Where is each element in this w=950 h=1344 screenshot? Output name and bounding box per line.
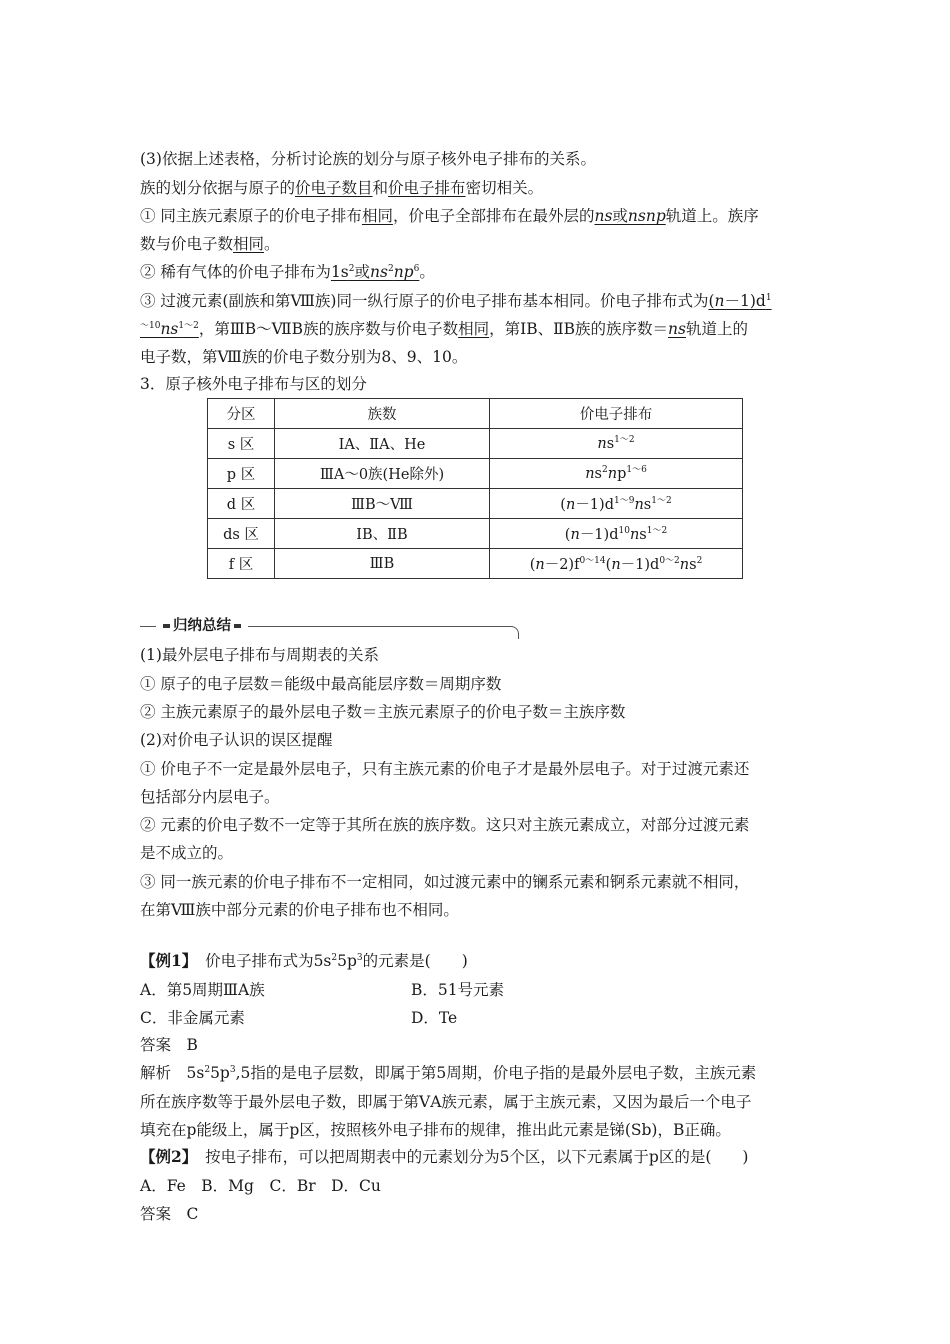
summary-line: 包括部分内层电子。 [140, 788, 280, 806]
table-row [208, 429, 743, 459]
answer-blank: ns或nsnp [594, 207, 666, 225]
example1-question: 【例1】 价电子排布式为$5s^25p^3$的元素是( ) [140, 951, 468, 970]
answer-blank: 相同 [458, 320, 490, 338]
paragraph-line: (3)依据上述表格，分析讨论族的划分与原子核外电子排布的关系。 [140, 150, 596, 168]
text: 族的划分依据与原子的 [140, 179, 296, 197]
paragraph-line [140, 178, 543, 198]
table-row [208, 549, 743, 579]
summary-line: ② 主族元素原子的最外层电子数＝主族元素原子的价电子数＝主族序数 [140, 703, 626, 721]
zone-cell: d 区 [208, 489, 275, 519]
group-cell: ⅠA、ⅡA、He [275, 429, 490, 459]
text: 轨道上的 [685, 320, 748, 338]
answer-blank: 价电子排布 [388, 179, 466, 197]
summary-line: 在第Ⅷ族中部分元素的价电子排布也不相同。 [140, 901, 459, 919]
example-tag: 【例2】 [140, 1147, 190, 1166]
example1-explanation: 填充在p能级上，属于p区，按照核外电子排布的规律，推出此元素是锑(Sb)，B正确。 [140, 1121, 731, 1139]
text: ① 同主族元素原子的价电子排布 [140, 207, 362, 225]
config-cell: $ns^{1\sim 2}$ [490, 429, 743, 459]
answer-blank: $(n-1)d^1$ [708, 292, 772, 310]
text: ，第ⅢB～ⅦB族的族序数与价电子数 [198, 320, 459, 338]
config-cell: $(n-2)f^{0\sim 14}(n-1)d^{0\sim 2}ns^2$ [490, 549, 743, 579]
config-cell: $(n-1)d^{1\sim 9}ns^{1\sim 2}$ [490, 489, 743, 519]
config-cell: $(n-1)d^{10}ns^{1\sim 2}$ [490, 519, 743, 549]
example2-answer: 答案 C [140, 1205, 199, 1223]
zone-cell: f 区 [208, 549, 275, 579]
group-cell: ⅢB～Ⅷ [275, 489, 490, 519]
answer-blank: 相同 [361, 207, 393, 225]
zone-cell: s 区 [208, 429, 275, 459]
summary-line: 是不成立的。 [140, 844, 234, 862]
text: ，第ⅠB、ⅡB族的族序数＝ [489, 320, 669, 338]
config-cell: $ns^2np^{1\sim 6}$ [490, 459, 743, 489]
table-row [208, 489, 743, 519]
summary-header [140, 616, 520, 638]
example2-options: A．Fe B．Mg C．Br D．Cu [140, 1177, 381, 1195]
block-division-table [207, 398, 743, 579]
text: 轨道上。族序 [665, 207, 759, 225]
text: ③ 过渡元素(副族和第Ⅷ族)同一纵行原子的价电子排布基本相同。价电子排布式为 [140, 292, 709, 310]
option-a: A．第5周期ⅢA族 [140, 981, 265, 999]
summary-line: ② 元素的价电子数不一定等于其所在族的族序数。这只对主族元素成立，对部分过渡元素 [140, 816, 750, 834]
group-cell: ⅢA～0族(He除外) [275, 459, 490, 489]
zone-cell: ds 区 [208, 519, 275, 549]
option-b: B．51号元素 [411, 981, 505, 999]
answer-blank: $1s^2$或$ns^2np^6$ [330, 263, 420, 281]
paragraph-line [140, 206, 759, 226]
table-row [208, 519, 743, 549]
bullet-square-icon [163, 624, 170, 628]
text: 。 [264, 235, 280, 253]
paragraph-line [140, 234, 280, 254]
table-row [208, 459, 743, 489]
example2-question: 【例2】 按电子排布，可以把周期表中的元素划分为5个区，以下元素属于p区的是( ) [140, 1147, 749, 1166]
text: 数与价电子数 [140, 235, 234, 253]
bullet-square-icon [234, 624, 241, 628]
group-cell: ⅠB、ⅡB [275, 519, 490, 549]
example-tag: 【例1】 [140, 951, 190, 970]
text: 和 [372, 179, 389, 197]
summary-line: (1)最外层电子排布与周期表的关系 [140, 646, 379, 664]
example1-answer: 答案 B [140, 1036, 198, 1054]
example1-explanation: 所在族序数等于最外层电子数，即属于第ⅤA族元素，属于主族元素，又因为最后一个电子 [140, 1093, 752, 1111]
answer-blank: $^{\sim 10}ns^{1\sim 2}$ [140, 320, 199, 338]
section-heading: 3．原子核外电子排布与区的划分 [140, 375, 367, 393]
summary-title: 归纳总结 [156, 616, 248, 636]
summary-line: ① 原子的电子层数＝能级中最高能层序数＝周期序数 [140, 675, 502, 693]
summary-line: ① 价电子不一定是最外层电子，只有主族元素的价电子才是最外层电子。对于过渡元素还 [140, 760, 750, 778]
answer-blank: ns [668, 320, 686, 338]
answer-blank: 相同 [233, 235, 265, 253]
answer-blank: 价电子数目 [295, 179, 373, 197]
summary-line: (2)对价电子认识的误区提醒 [140, 731, 333, 749]
zone-cell: p 区 [208, 459, 275, 489]
example1-explanation: 解析 $5s^25p^3,5$指的是电子层数，即属于第5周期，价电子指的是最外层电子数，主族元素 [140, 1064, 757, 1082]
group-cell: ⅢB [275, 549, 490, 579]
table-header-cell: 族数 [275, 399, 490, 429]
text: ② 稀有气体的价电子排布为 [140, 263, 331, 281]
paragraph-line [140, 291, 772, 311]
option-d: D．Te [411, 1009, 458, 1027]
paragraph-line [140, 262, 435, 282]
table-header-row [208, 399, 743, 429]
table-header-cell: 价电子排布 [490, 399, 743, 429]
text: 密切相关。 [465, 179, 544, 197]
paragraph-line: 电子数，第Ⅷ族的价电子数分别为8、9、10。 [140, 348, 468, 366]
summary-line: ③ 同一族元素的价电子排布不一定相同，如过渡元素中的镧系元素和锕系元素就不相同， [140, 873, 750, 891]
table-header-cell: 分区 [208, 399, 275, 429]
text: ，价电子全部排布在最外层的 [392, 207, 595, 225]
option-c: C．非金属元素 [140, 1009, 245, 1027]
paragraph-line [140, 319, 748, 339]
text: 。 [419, 263, 435, 281]
